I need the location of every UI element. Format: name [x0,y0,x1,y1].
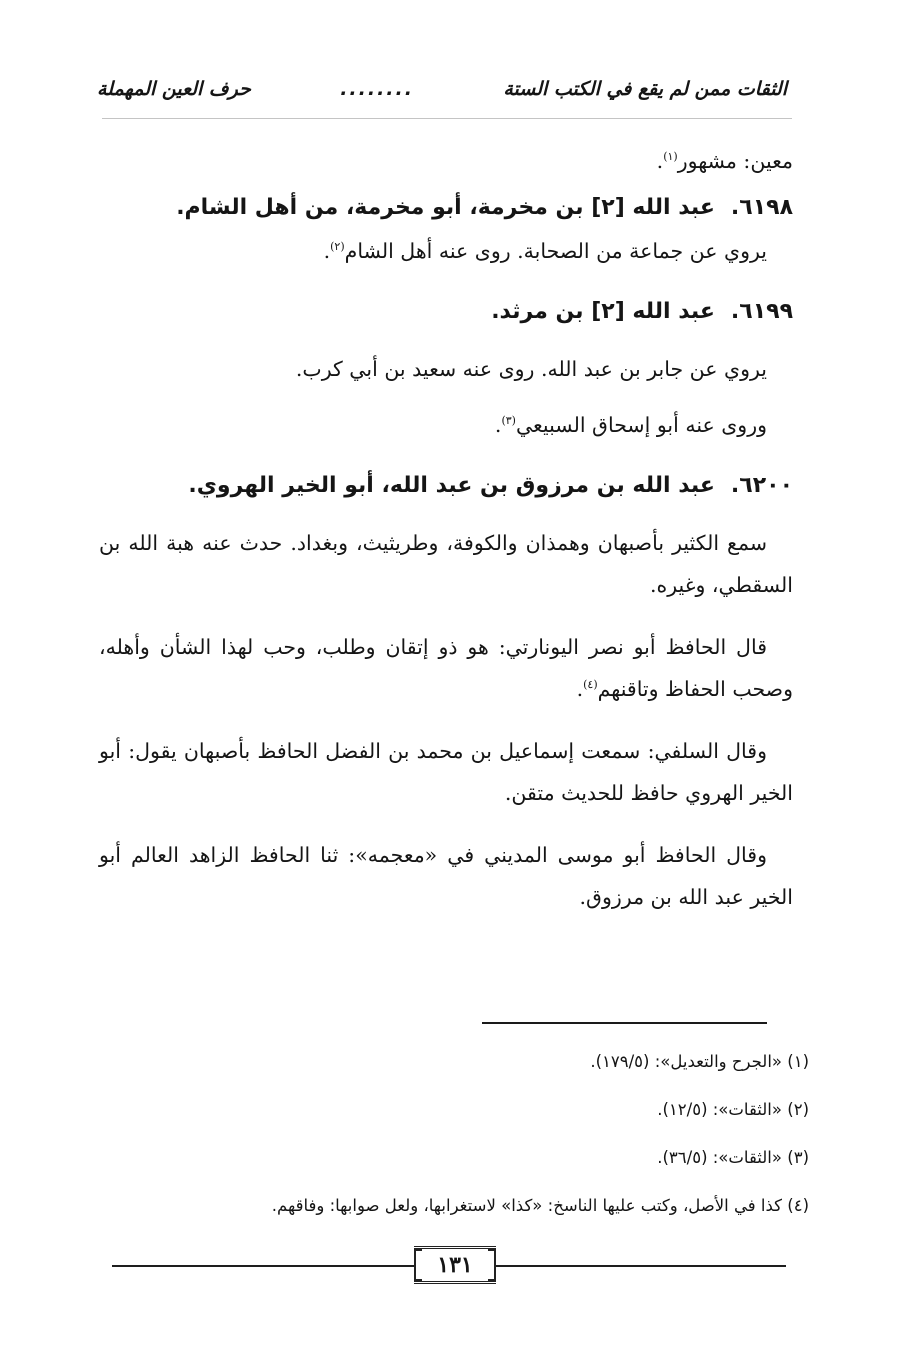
footnote-ref: (٢) [330,240,345,254]
entry-paragraph: قال الحافظ أبو نصر اليونارتي: هو ذو إتقان وطلب، وحب لهذا الشأن وأهله، وصحب الحفاظ وتاقنهم$^{(٤)}$. [99,635,793,701]
footnote-ref: (١) [663,150,678,164]
continuation-text: معين: مشهور [677,149,793,173]
entry-text: وروى عنه أبو إسحاق السبيعي$^{(٣)}$. [494,413,767,437]
entry-number: ٦١٩٩. [730,299,793,324]
footnote-1: (١) «الجرح والتعديل»: (١٧٩/٥). [590,1052,809,1071]
entry-paragraph: سمع الكثير بأصبهان وهمذان والكوفة، وطريثيث، وبغداد. حدث عنه هبة الله بن السقطي، وغيره. [99,531,793,597]
footnote-ref: (٤) [583,678,598,692]
footnote-ref: (٣) [501,414,516,428]
folio-rule-right [496,1265,786,1267]
running-header [97,78,787,100]
footnotes [99,1038,809,1230]
page-number: ١٣١ [437,1252,473,1278]
entry-text: يروي عن جابر بن عبد الله. روى عنه سعيد بن أبي كرب. [295,357,767,381]
entry-title: عبد الله بن مرزوق بن عبد الله، أبو الخير الهروي. [188,473,715,498]
folio-bracket-left [414,1249,422,1281]
entry-text-span: يروي عن جماعة من الصحابة. روى عنه أهل الشام [344,239,767,263]
header-chapter-title: حرف العين المهملة [97,78,251,100]
footnote-separator [482,1022,767,1024]
folio-bracket-right [488,1249,496,1281]
entry-paragraph: وقال السلفي: سمعت إسماعيل بن محمد بن الفضل الحافظ بأصبهان يقول: أبو الخير الهروي حافظ للحديث متقن. [99,739,793,805]
footnote-2: (٢) «الثقات»: (١٢/٥). [657,1100,809,1119]
entry-number: ٦٢٠٠. [730,473,793,498]
header-book-title: الثقات ممن لم يقع في الكتب الستة [503,78,787,100]
folio-rule-left [112,1265,414,1267]
entry-heading [99,186,793,230]
footnote-3: (٣) «الثقات»: (٣٦/٥). [657,1148,809,1167]
entry-title: عبد الله [٢] بن مخرمة، أبو مخرمة، من أهل الشام. [176,195,715,220]
entry-paragraph: وقال الحافظ أبو موسى المديني في «معجمه»: ثنا الحافظ الزاهد العالم أبو الخير عبد الله بن مرزوق. [99,843,793,909]
entry-text-span: قال الحافظ أبو نصر اليونارتي: هو ذو إتقان وطلب، وحب لهذا الشأن وأهله، وصحب الحفاظ وتاقنهم [99,635,793,701]
footnote-4: (٤) كذا في الأصل، وكتب عليها الناسخ: «كذا» لاستغرابها، ولعل صوابها: وفاقهم. [271,1196,809,1215]
entry-text: يروي عن جماعة من الصحابة. روى عنه أهل الشام$^{(٢)}$. [323,239,767,263]
header-rule [102,118,792,119]
page-number-ornament [414,1246,496,1284]
entry-number: ٦١٩٨. [730,195,793,220]
entry-text-span: وروى عنه أبو إسحاق السبيعي [515,413,767,437]
header-dots: ........ [340,78,414,100]
main-text [99,140,793,918]
entry-title: عبد الله [٢] بن مرثد. [491,299,715,324]
entry-heading [99,464,793,508]
entry-heading [99,290,793,334]
continuation-line: معين: مشهور$^{(١)}$. [656,149,793,173]
